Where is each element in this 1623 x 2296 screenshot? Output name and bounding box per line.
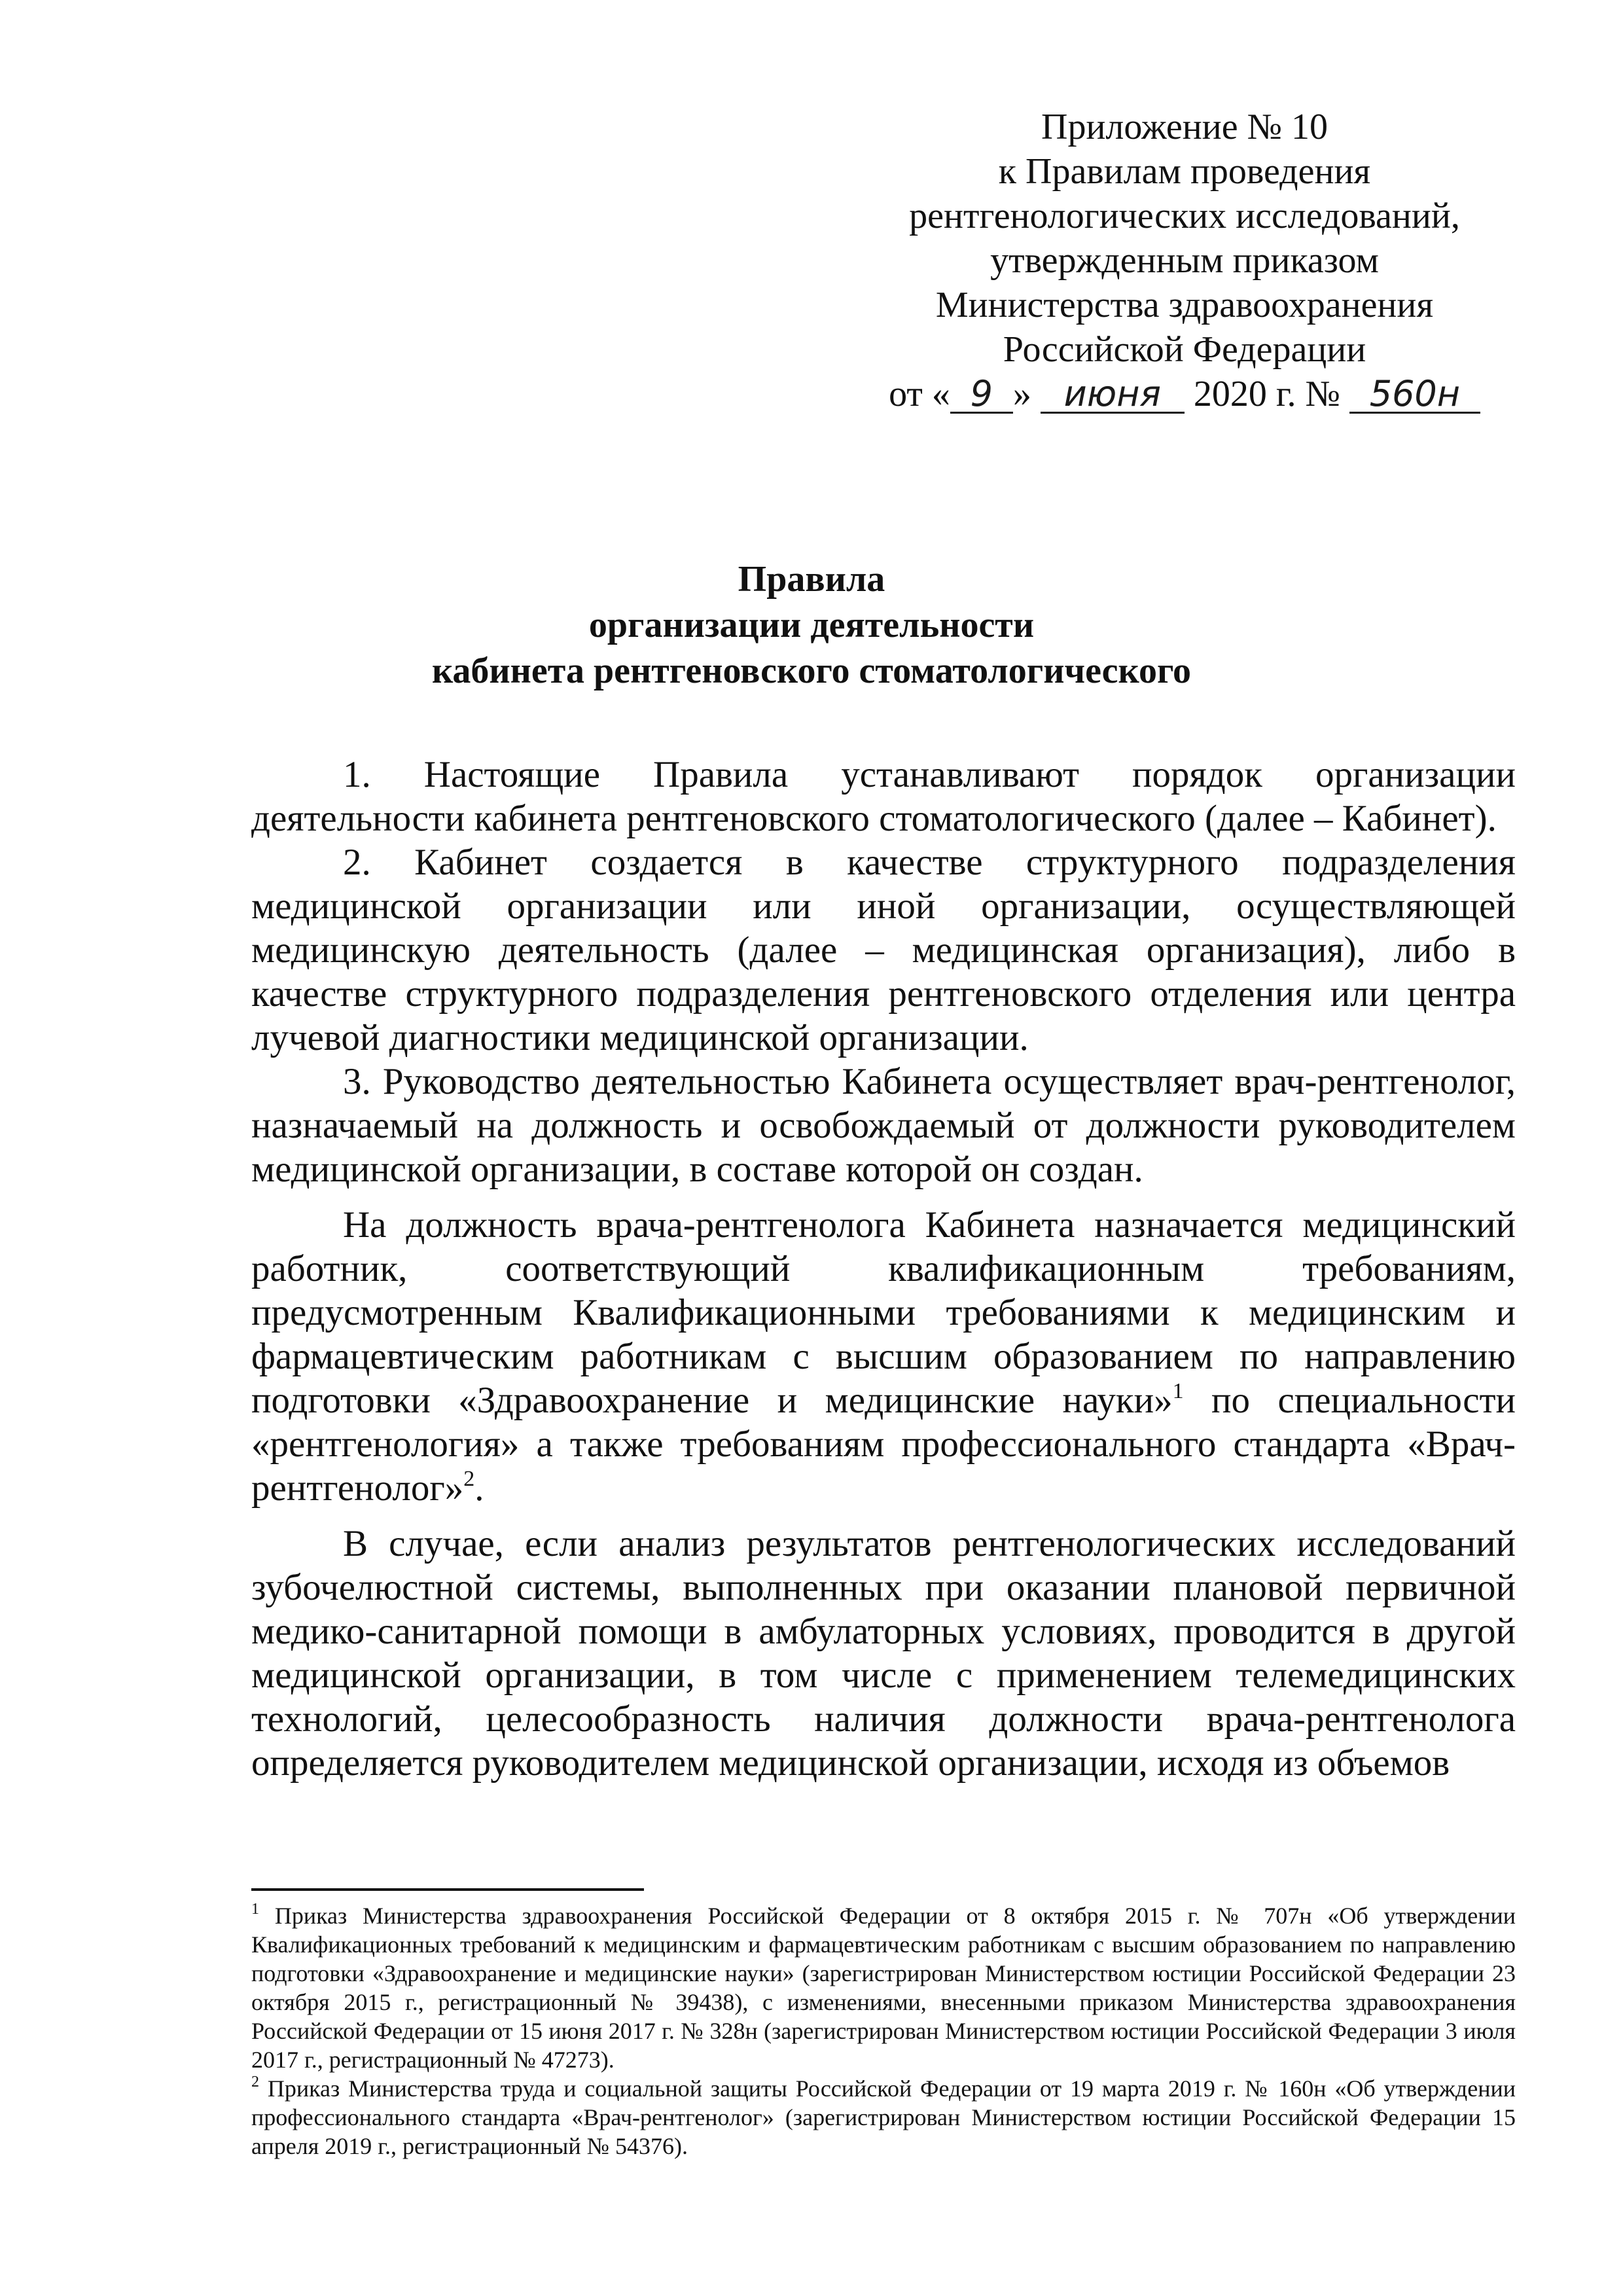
order-date-line	[864, 372, 1505, 416]
footnote-separator	[251, 1888, 644, 1891]
title-line: организации деятельности	[588, 605, 1035, 645]
appendix-header	[864, 105, 1505, 416]
handwritten-month: июня	[1041, 376, 1185, 414]
footnote-ref-2: 2	[463, 1467, 475, 1491]
footnote-1	[251, 1901, 1516, 2074]
handwritten-order-number: 560н	[1349, 376, 1480, 414]
appendix-ref-line: к Правилам проведения	[998, 151, 1371, 192]
date-prefix: от «	[889, 374, 950, 414]
title-line: кабинета рентгеновского стоматологического	[431, 651, 1192, 691]
footnote-mark: 1	[251, 1901, 259, 1918]
paragraph-4-text: по специальности «рентгенология» а также требованиям профессионального стандарта «Врач-рентгенолог»	[251, 1380, 1516, 1509]
footnote-text: Приказ Министерства здравоохранения Российской Федерации от 8 октября 2015 г. № 707н «Об утверждении Квалификационных требований к медицинским и фармацевтическим работникам с высшим образованием по направлению подготовки «Здравоохранение и медицинские науки» (зарегистрирован Министерством юстиции Российской Федерации 23 октября 2015 г., регистрационный № 39438), с изменениями, внесенными приказом Министерства здравоохранения Российской Федерации от 15 июня 2017 г. № 328н (зарегистрирован Министерством юстиции Российской Федерации 3 июля 2017 г., регистрационный № 47273).	[251, 1903, 1516, 2073]
footnote-mark: 2	[251, 2073, 259, 2090]
footnote-ref-1: 1	[1172, 1379, 1184, 1403]
document-body	[251, 753, 1516, 1785]
paragraph-4-text: На должность врача-рентгенолога Кабинета назначается медицинский работник, соответствующий квалификационным требованиям, предусмотренным Квалификационными требованиями к медицинским и фармацевтическим работникам с высшим образованием по направлению подготовки «Здравоохранение и медицинские науки»	[251, 1204, 1516, 1421]
paragraph-1: 1. Настоящие Правила устанавливают порядок организации деятельности кабинета рентгеновского стоматологического (далее – Кабинет).	[251, 754, 1516, 839]
document-title	[0, 556, 1623, 694]
appendix-ref-line: Российской Федерации	[1003, 329, 1366, 370]
paragraph-4-text: .	[474, 1467, 484, 1509]
paragraph-2: 2. Кабинет создается в качестве структурного подразделения медицинской организации или иной организации, осуществляющей медицинскую деятельность (далее – медицинская организация), либо в качестве структурного подразделения рентгеновского отделения или центра лучевой диагностики медицинской организации.	[251, 842, 1516, 1058]
appendix-ref-line: утвержденным приказом	[990, 240, 1379, 281]
paragraph-3: 3. Руководство деятельностью Кабинета осуществляет врач-рентгенолог, назначаемый на должность и освобождаемый от должности руководителем медицинской организации, в составе которой он создан.	[251, 1061, 1516, 1190]
handwritten-day: 9	[950, 376, 1013, 414]
appendix-ref-line: Министерства здравоохранения	[935, 285, 1434, 325]
date-year: 2020 г. №	[1193, 374, 1340, 414]
date-mid: »	[1012, 374, 1031, 414]
paragraph-4	[251, 1203, 1516, 1510]
footnote-2	[251, 2074, 1516, 2161]
appendix-number: Приложение № 10	[1041, 107, 1328, 147]
title-line: Правила	[738, 559, 885, 600]
footnote-text: Приказ Министерства труда и социальной защиты Российской Федерации от 19 марта 2019 г. № 160н «Об утверждении профессионального стандарта «Врач-рентгенолог» (зарегистрирован Министерством юстиции Российской Федерации 15 апреля 2019 г., регистрационный № 54376).	[251, 2075, 1516, 2159]
footnotes	[251, 1901, 1516, 2161]
paragraph-5: В случае, если анализ результатов рентгенологических исследований зубочелюстной системы, выполненных при оказании плановой первичной медико-санитарной помощи в амбулаторных условиях, проводится в другой медицинской организации, в том числе с применением телемедицинских технологий, целесообразность наличия должности врача-рентгенолога определяется руководителем медицинской организации, исходя из объемов	[251, 1523, 1516, 1784]
appendix-ref-line: рентгенологических исследований,	[909, 196, 1460, 236]
